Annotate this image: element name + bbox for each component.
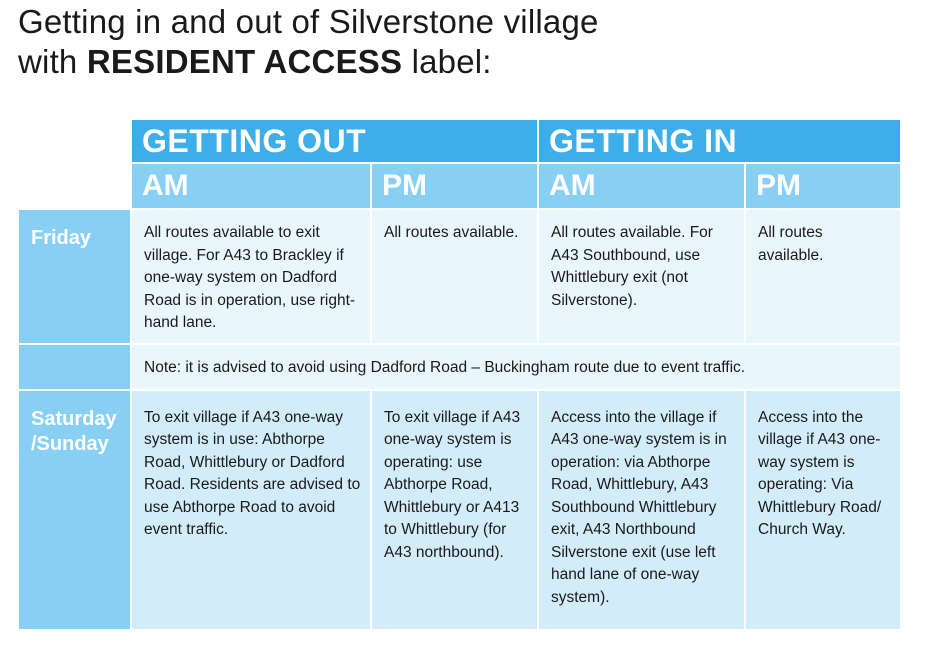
row-label-saturday: Saturday: [31, 407, 117, 430]
period-header-row: [18, 163, 901, 209]
cell-weekend-in-pm: Access into the village if A43 one-way system is operating: Via Whittlebury Road/ Church Way.: [745, 390, 901, 630]
title-prefix: with: [18, 43, 78, 80]
period-header-out-pm: PM: [371, 163, 538, 209]
page-title: [18, 2, 599, 82]
group-header-row: [18, 119, 901, 163]
title-line1: Getting in and out of Silverstone village: [18, 3, 599, 40]
cell-friday-out-pm: All routes available.: [371, 209, 538, 344]
period-header-in-am: AM: [538, 163, 745, 209]
resident-access-table: [17, 118, 902, 631]
table-row-weekend: [18, 390, 901, 630]
row-label-friday: Friday: [18, 209, 131, 344]
row-label-saturday-sunday: [18, 390, 131, 630]
cell-weekend-in-am: Access into the village if A43 one-way system is in operation: via Abthorpe Road, Whittlebury, A43 Southbound Whittlebury exit, A43 Northbound Silverstone exit (use left hand lane of one-way system).: [538, 390, 745, 630]
group-header-getting-in: GETTING IN: [538, 119, 901, 163]
cell-weekend-out-am: To exit village if A43 one-way system is in use: Abthorpe Road, Whittlebury or Dadford Road. Residents are advised to use Abthorpe Road to avoid event traffic.: [131, 390, 371, 630]
cell-friday-in-pm: All routes available.: [745, 209, 901, 344]
blank-corner-2: [18, 163, 131, 209]
cell-weekend-out-pm: To exit village if A43 one-way system is operating: use Abthorpe Road, Whittlebury or A413 to Whittlebury (for A43 northbound).: [371, 390, 538, 630]
period-header-in-pm: PM: [745, 163, 901, 209]
row-label-sunday: /Sunday: [31, 432, 109, 455]
blank-corner: [18, 119, 131, 163]
table-row-friday: [18, 209, 901, 344]
group-header-getting-out: GETTING OUT: [131, 119, 538, 163]
table-row-note: [18, 344, 901, 390]
note-text: Note: it is advised to avoid using Dadford Road – Buckingham route due to event traffic.: [131, 344, 901, 390]
row-label-note: [18, 344, 131, 390]
cell-friday-out-am: All routes available to exit village. For A43 to Brackley if one-way system on Dadford Road is in operation, use right-hand lane.: [131, 209, 371, 344]
title-suffix: label:: [411, 43, 492, 80]
title-bold: RESIDENT ACCESS: [86, 43, 403, 80]
period-header-out-am: AM: [131, 163, 371, 209]
cell-friday-in-am: All routes available. For A43 Southbound, use Whittlebury exit (not Silverstone).: [538, 209, 745, 344]
